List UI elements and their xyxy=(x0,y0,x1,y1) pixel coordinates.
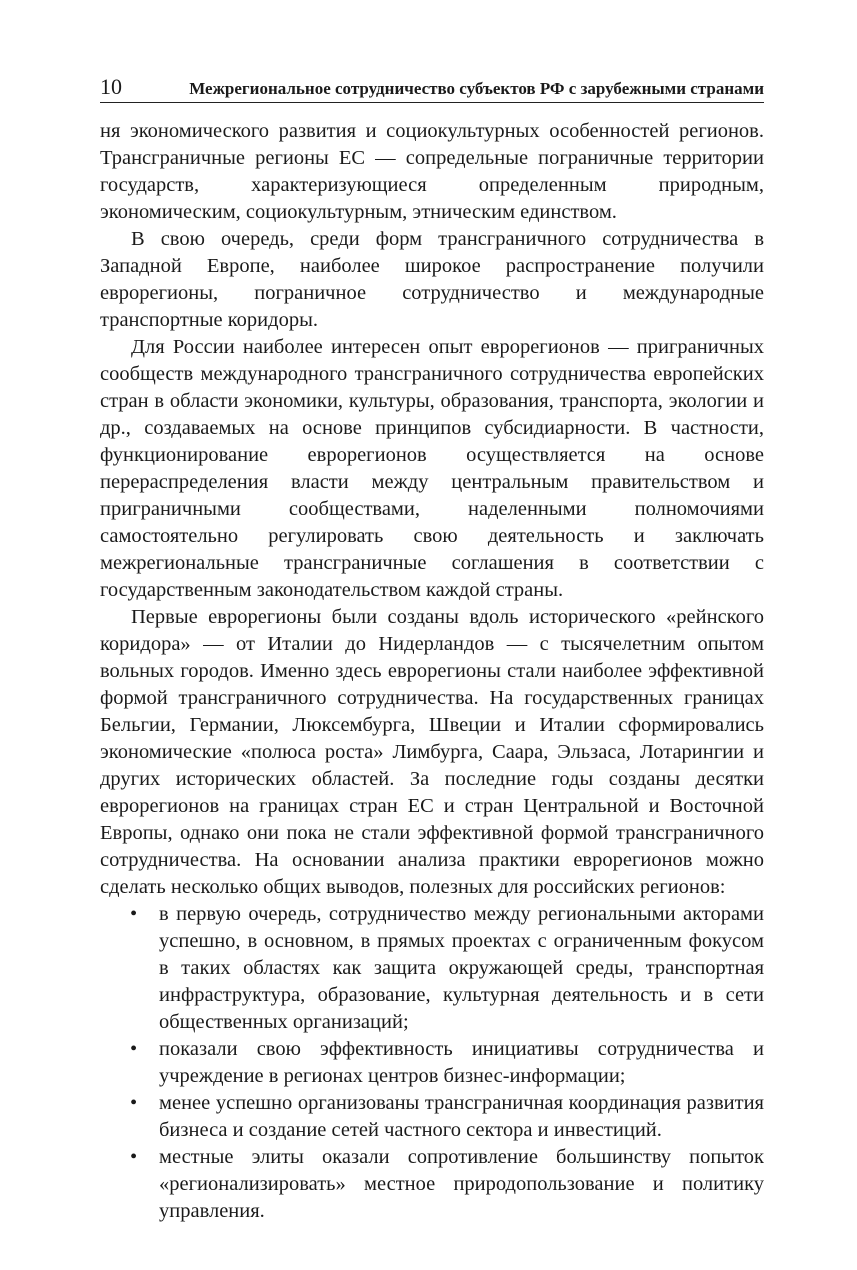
page-header xyxy=(100,72,764,103)
list-item xyxy=(130,1144,764,1225)
bullet-icon: • xyxy=(130,1092,138,1114)
conclusions-list xyxy=(100,901,764,1225)
paragraph: Первые еврорегионы были созданы вдоль исторического «рейнского коридора» — от Италии до Нидерландов — с тысячелетним опытом вольных городов. Именно здесь еврорегионы стали наиболее эффективной формой трансграничного сотрудничества. На государственных границах Бельгии, Германии, Люксембурга, Швеции и Италии сформировались экономические «полюса роста» Лимбурга, Саара, Эльзаса, Лотарингии и других исторических областей. За последние годы созданы десятки еврорегионов на границах стран ЕС и стран Центральной и Восточной Европы, однако они пока не стали эффективной формой трансграничного сотрудничества. На основании анализа практики еврорегионов можно сделать несколько общих выводов, полезных для российских регионов: xyxy=(100,606,764,898)
bullet-icon: • xyxy=(130,1038,138,1060)
running-title: Межрегиональное сотрудничество субъектов РФ с зарубежными странами xyxy=(189,79,764,98)
page-number: 10 xyxy=(100,74,122,99)
paragraph-continued: ня экономического развития и социокультурных особенностей регионов. Трансграничные регионы ЕС — сопредельные пограничные территории государств, характеризующиеся определенным природным, экономическим, социокультурным, этническим единством. xyxy=(100,120,764,223)
list-item-text: показали свою эффективность инициативы сотрудничества и учреждение в регионах центров бизнес-информации; xyxy=(159,1038,764,1087)
list-item xyxy=(130,901,764,1036)
page-body xyxy=(100,118,764,1225)
list-item xyxy=(130,1036,764,1090)
bullet-icon: • xyxy=(130,903,138,925)
bullet-icon: • xyxy=(130,1146,138,1168)
list-item-text: местные элиты оказали сопротивление большинству попыток «регионализировать» местное природопользование и политику управления. xyxy=(159,1146,764,1222)
paragraph: В свою очередь, среди форм трансграничного сотрудничества в Западной Европе, наиболее широкое распространение получили еврорегионы, пограничное сотрудничество и международные транспортные коридоры. xyxy=(100,228,764,331)
list-item-text: в первую очередь, сотрудничество между региональными акторами успешно, в основном, в прямых проектах с ограниченным фокусом в таких областях как защита окружающей среды, транспортная инфраструктура, образование, культурная деятельность и в сети общественных организаций; xyxy=(159,903,764,1033)
list-item xyxy=(130,1090,764,1144)
paragraph: Для России наиболее интересен опыт еврорегионов — приграничных сообществ международного трансграничного сотрудничества европейских стран в области экономики, культуры, образования, транспорта, экологии и др., создаваемых на основе принципов субсидиарности. В частности, функционирование еврорегионов осуществляется на основе перераспределения власти между центральным правительством и приграничными сообществами, наделенными полномочиями самостоятельно регулировать свою деятельность и заключать межрегиональные трансграничные соглашения в соответствии с государственным законодательством каждой страны. xyxy=(100,336,764,601)
list-item-text: менее успешно организованы трансграничная координация развития бизнеса и создание сетей частного сектора и инвестиций. xyxy=(159,1092,764,1141)
